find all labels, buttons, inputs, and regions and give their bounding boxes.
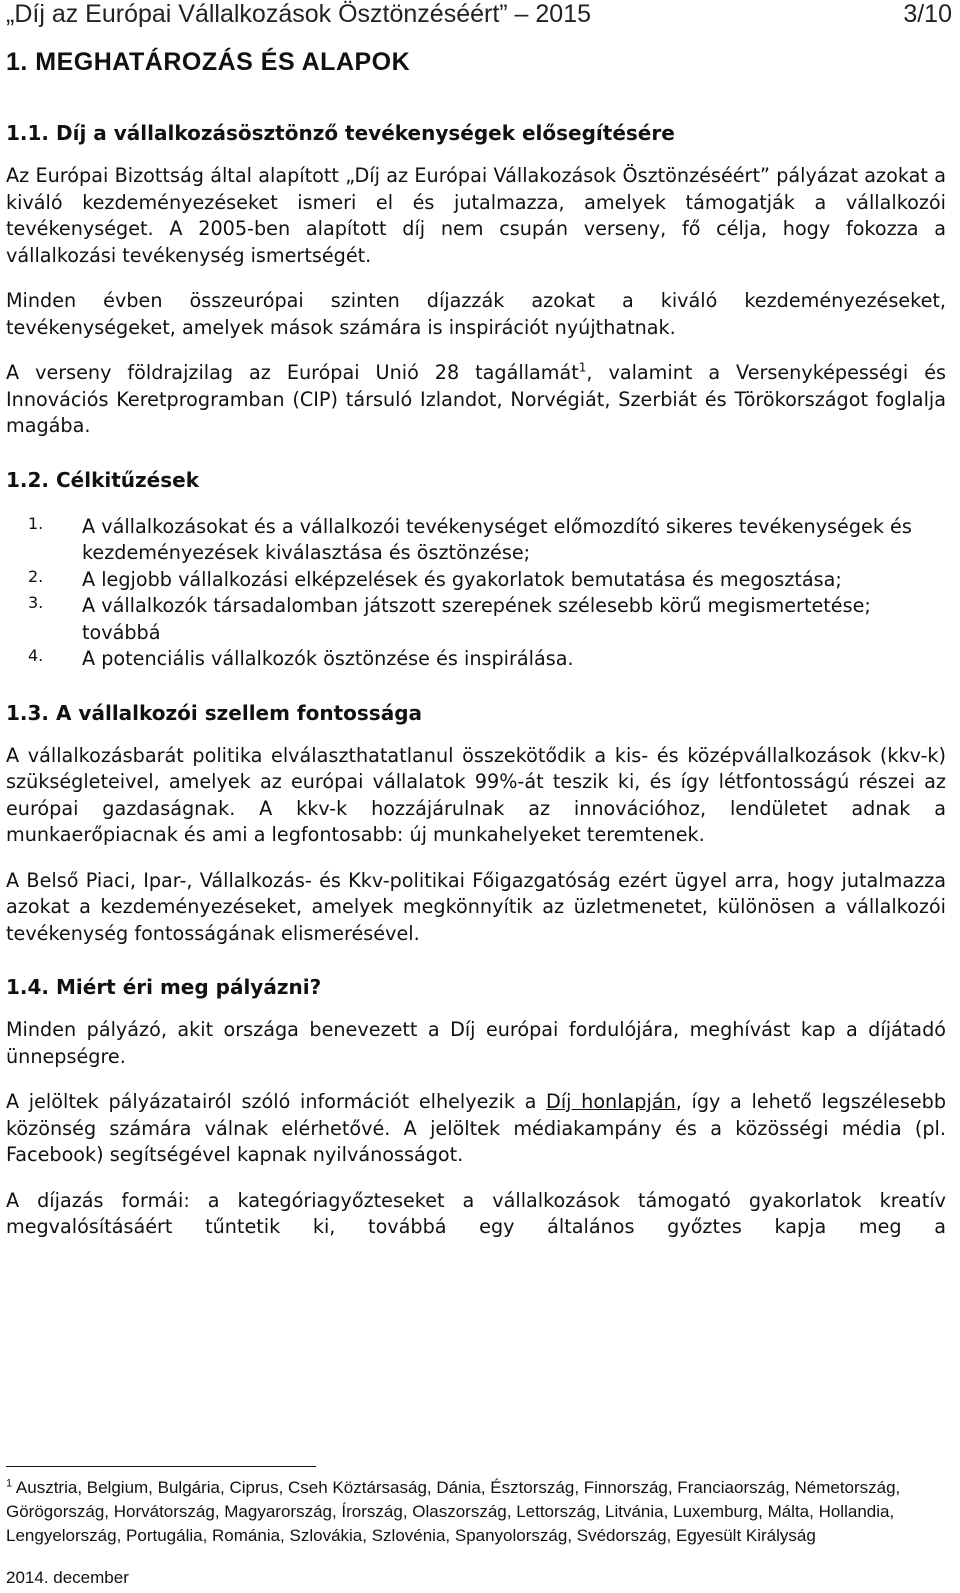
list-number: 2. — [28, 566, 44, 586]
list-item-text: A vállalkozásokat és a vállalkozói tevékenységet előmozdító sikeres tevékenységek és kezdeményezések kiválasztása és ösztönzése; — [82, 514, 912, 564]
list-number: 1. — [28, 513, 44, 533]
paragraph: Minden pályázó, akit országa benevezett a Díj európai fordulójára, meghívást kap a díjátadó ünnepségre. — [6, 1018, 946, 1068]
paragraph — [6, 360, 946, 440]
section-heading-1: 1. MEGHATÁROZÁS ÉS ALAPOK — [6, 48, 411, 76]
paragraph: Minden évben összeurópai szinten díjazzák azokat a kiváló kezdeményezéseket, tevékenységeket, amelyek mások számára is inspirációt nyújthatnak. — [6, 289, 946, 339]
paragraph-text: A verseny földrajzilag az Európai Unió 28 tagállamát — [6, 361, 579, 384]
paragraph — [6, 1089, 946, 1169]
document-title: „Díj az Európai Vállalkozások Ösztönzéséért” – 2015 — [6, 0, 592, 28]
list-item-text: A potenciális vállalkozók ösztönzése és inspirálása. — [82, 647, 574, 670]
goals-list — [6, 514, 946, 673]
paragraph-text: , valamint a Versenyképességi és Innovációs Keretprogramban (CIP) társuló Izlandot, Norvégiát, Szerbiát és Törökországot foglalja magába. — [6, 361, 946, 437]
page-footer-date: 2014. december — [6, 1568, 129, 1587]
section-heading-1-1: 1.1. Díj a vállalkozásösztönző tevékenységek elősegítésére — [6, 121, 675, 145]
paragraph-text: A jelöltek pályázatairól szóló információt elhelyezik a — [6, 1090, 547, 1113]
list-item — [6, 514, 946, 567]
list-number: 4. — [28, 646, 44, 665]
paragraph: Az Európai Bizottság által alapított „Díj az Európai Vállakozások Ösztönzéséért” pályázat azokat a kiváló kezdeményezéseket ismeri el és jutalmazza, amelyek támogatják a vállalkozói tevékenységet. A 2005-ben alapított díj nem csupán verseny, fő célja, hogy fokozza a vállalkozási tevékenység ismertségét. — [6, 164, 946, 267]
footnote-marker: 1 — [6, 1477, 13, 1490]
list-item-text: A legjobb vállalkozási elképzelések és gyakorlatok bemutatása és megosztása; — [82, 567, 842, 591]
paragraph: A díjazás formái: a kategóriagyőzteseket a vállalkozások támogató gyakorlatok kreatív megvalósításáért tűntetik ki, továbbá egy általános győztes kapja meg a — [6, 1188, 946, 1238]
page-number: 3/10 — [903, 0, 952, 28]
list-item-text: A vállalkozók társadalomban játszott szerepének szélesebb körű megismertetése; továbbá — [82, 594, 871, 644]
footnote-reference[interactable]: 1 — [578, 360, 587, 375]
footnote-text: Ausztria, Belgium, Bulgária, Ciprus, Cseh Köztársaság, Dánia, Észtország, Finnország, Franciaország, Németország, Görögország, Horvátország, Magyarország, Írország, Olaszország, Lettország, Litvánia, Luxemburg, Málta, Hollandia, Lengyelország, Portugália, Románia, Szlovákia, Szlovénia, Spanyolország, Svédország, Egyesült Királyság — [6, 1478, 901, 1545]
section-heading-1-2: 1.2. Célkitűzések — [6, 467, 200, 492]
document-body — [6, 48, 946, 1241]
page-header — [6, 0, 952, 36]
paragraph: A Belső Piaci, Ipar-, Vállalkozás- és Kkv-politikai Főigazgatóság ezért ügyel arra, hogy jutalmazza azokat a kezdeményezéseket, amelyek megkönnyítik az üzletmenetet, különösen a vállalkozói tevékenység fontosságának elismerésével. — [6, 868, 946, 945]
footnote-separator — [6, 1466, 316, 1467]
section-heading-1-3: 1.3. A vállalkozói szellem fontossága — [6, 700, 423, 725]
paragraph-text: , így a lehető legszélesebb közönség számára válnak elérhetővé. A jelöltek médiakampány és a közösségi média (pl. Facebook) segítségével kapnak nyilvánosságot. — [6, 1090, 947, 1166]
list-number: 3. — [28, 593, 44, 612]
list-item — [6, 567, 946, 594]
paragraph: A vállalkozásbarát politika elválaszthatatlanul összekötődik a kis- és középvállalkozások (kkv-k) szükségleteivel, amelyek az európai vállalatok 99%-át teszik ki, és így létfontosságú részei az európai gazdaságnak. A kkv-k hozzájárulnak az innovációhoz, lendületet adnak a munkaerőpiacnak és ami a legfontosabb: új munkahelyeket teremtenek. — [6, 743, 946, 846]
list-item — [6, 646, 946, 673]
prize-website-link[interactable]: Díj honlapján — [546, 1090, 676, 1113]
footnote — [6, 1476, 936, 1548]
section-heading-1-4: 1.4. Miért éri meg pályázni? — [6, 975, 322, 999]
list-item — [6, 593, 946, 646]
